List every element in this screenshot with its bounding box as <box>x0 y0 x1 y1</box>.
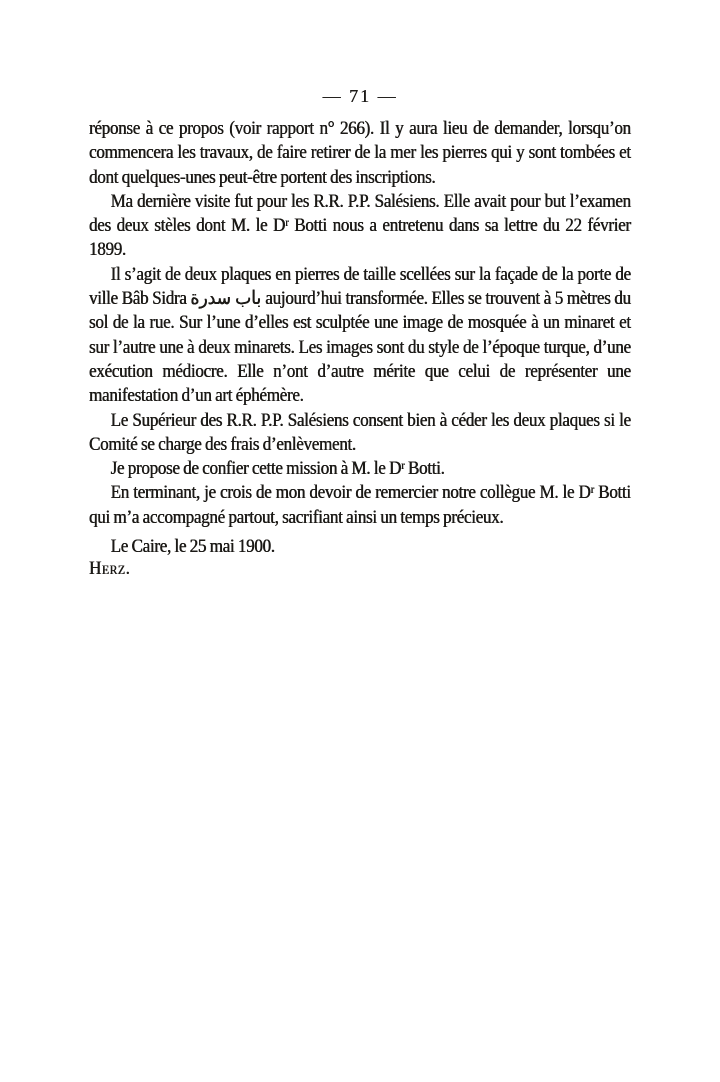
signature: Herz. <box>89 558 131 580</box>
paragraph-4: Le Supérieur des R.R. P.P. Salésiens consent bien à céder les deux plaques si le Comité se charge des frais d’enlèvement. <box>89 409 631 455</box>
dateline: Le Caire, le 25 mai 1900. <box>110 536 275 558</box>
paragraph-2: Ma dernière visite fut pour les R.R. P.P. Salésiens. Elle avait pour but l’examen des deux stèles dont M. le Dʳ Botti nous a entretenu dans sa lettre du 22 février 1899. <box>89 190 631 261</box>
paragraph-6: En terminant, je crois de mon devoir de remercier notre collègue M. le Dʳ Botti qui m’a accompagné partout, sacrifiant ainsi un temps précieux. <box>89 482 631 528</box>
paragraph-1: réponse à ce propos (voir rapport n° 266). Il y aura lieu de demander, lorsqu’on commencera les travaux, de faire retirer de la mer les pierres qui y sont tombées et dont quelques-unes peut-être portent des inscriptions. <box>89 118 631 188</box>
page-number: — 71 — <box>322 86 398 106</box>
text-block <box>89 117 631 582</box>
paragraph-5: Je propose de confier cette mission à M. le Dʳ Botti. <box>110 458 445 480</box>
paragraph-3: Il s’agit de deux plaques en pierres de taille scellées sur la façade de la porte de ville Bâb Sidra باب سدرة aujourd’hui transformée. Elles se trouvent à 5 mètres du sol de la rue. Sur l’une d’elles est sculptée une image de mosquée à un minaret et sur l’autre une à deux minarets. Les images sont du style de l’époque turque, d’une exécution médiocre. Elle n’ont d’autre mérite que celui de représenter une manifestation d’un art éphémère. <box>89 263 631 407</box>
